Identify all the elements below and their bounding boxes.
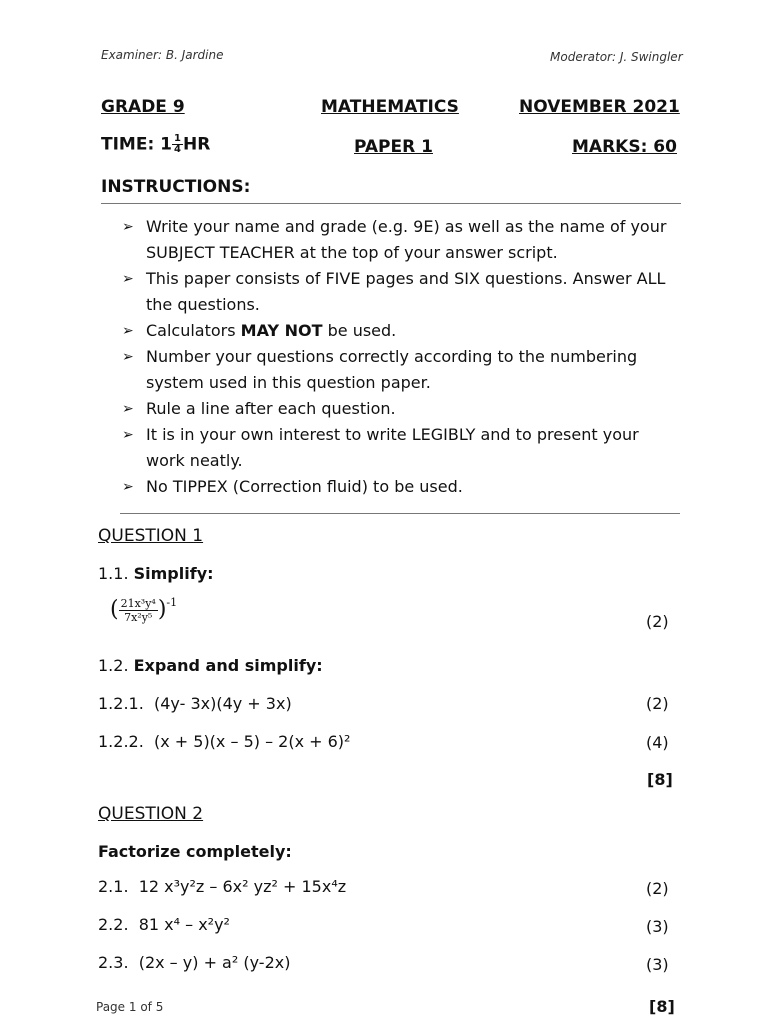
q1-2-prompt: 1.2. Expand and simplify: [98,656,323,675]
paper-label: PAPER 1 [354,137,433,157]
q1-2-2-item: 1.2.2. (x + 5)(x – 5) – 2(x + 6)² [98,732,351,751]
grade-label: GRADE 9 [101,97,185,117]
time-allowed [101,134,210,155]
arrow-bullet-icon: ➢ [122,479,134,495]
q1-2-1-item: 1.2.1. (4y- 3x)(4y + 3x) [98,694,292,713]
instructions-title: INSTRUCTIONS: [101,177,251,197]
q2-2-marks: (3) [646,917,669,936]
emphasis-may-not: MAY NOT [240,321,323,340]
q1-2-1-marks: (2) [646,694,669,713]
arrow-bullet-icon: ➢ [122,349,134,365]
question-1-title: QUESTION 1 [98,526,204,546]
arrow-bullet-icon: ➢ [122,219,134,235]
arrow-bullet-icon: ➢ [122,271,134,287]
marks-label: MARKS: 60 [572,137,677,157]
q1-1-expression: ( $\frac{\text{21x³y⁴}}{\text{7x²y⁵}}$ )$^{-1}$ [110,596,178,624]
instruction-item: ➢ This paper consists of FIVE pages and SIX questions. Answer ALL the questions. [122,266,682,318]
instruction-item: ➢ Number your questions correctly according to the numbering system used in this question paper. [122,344,682,396]
q2-total: [8] [649,997,675,1016]
instructions-top-rule [101,203,681,204]
q2-3-item: 2.3. (2x – y) + a² (y-2x) [98,953,291,972]
q2-1-item: 2.1. 12 x³y²z – 6x² yz² + 15x⁴z [98,877,347,896]
instruction-item: ➢ It is in your own interest to write LEGIBLY and to present your work neatly. [122,422,682,474]
q1-1-prompt: 1.1. Simplify: [98,564,214,583]
moderator-name: Moderator: J. Swingler [550,50,683,64]
question-2-title: QUESTION 2 [98,804,204,824]
q1-2-2-marks: (4) [646,733,669,752]
page-number: Page 1 of 5 [96,1000,164,1014]
time-label: TIME: 1 [101,134,172,155]
instruction-item: ➢ Calculators MAY NOT be used. [122,318,682,344]
arrow-bullet-icon: ➢ [122,401,134,417]
q2-intro: Factorize completely: [98,842,292,861]
q1-total: [8] [647,770,673,789]
time-fraction: $\frac{1}{4}$ [174,133,181,155]
time-unit: HR [182,134,211,155]
instruction-item: ➢ Write your name and grade (e.g. 9E) as well as the name of your SUBJECT TEACHER at the top of your answer script. [122,214,682,266]
examiner-name: Examiner: B. Jardine [101,48,224,62]
q2-1-marks: (2) [646,879,669,898]
arrow-bullet-icon: ➢ [122,323,134,339]
q2-2-item: 2.2. 81 x⁴ – x²y² [98,915,230,934]
q2-3-marks: (3) [646,955,669,974]
q1-1-marks: (2) [646,612,669,631]
exam-date: NOVEMBER 2021 [519,97,680,117]
instructions-bottom-rule [120,513,680,514]
instruction-item: ➢ Rule a line after each question. [122,396,682,422]
instructions-list [122,214,682,500]
subject-label: MATHEMATICS [321,97,459,117]
instruction-item: ➢ No TIPPEX (Correction fluid) to be used. [122,474,682,500]
arrow-bullet-icon: ➢ [122,427,134,443]
